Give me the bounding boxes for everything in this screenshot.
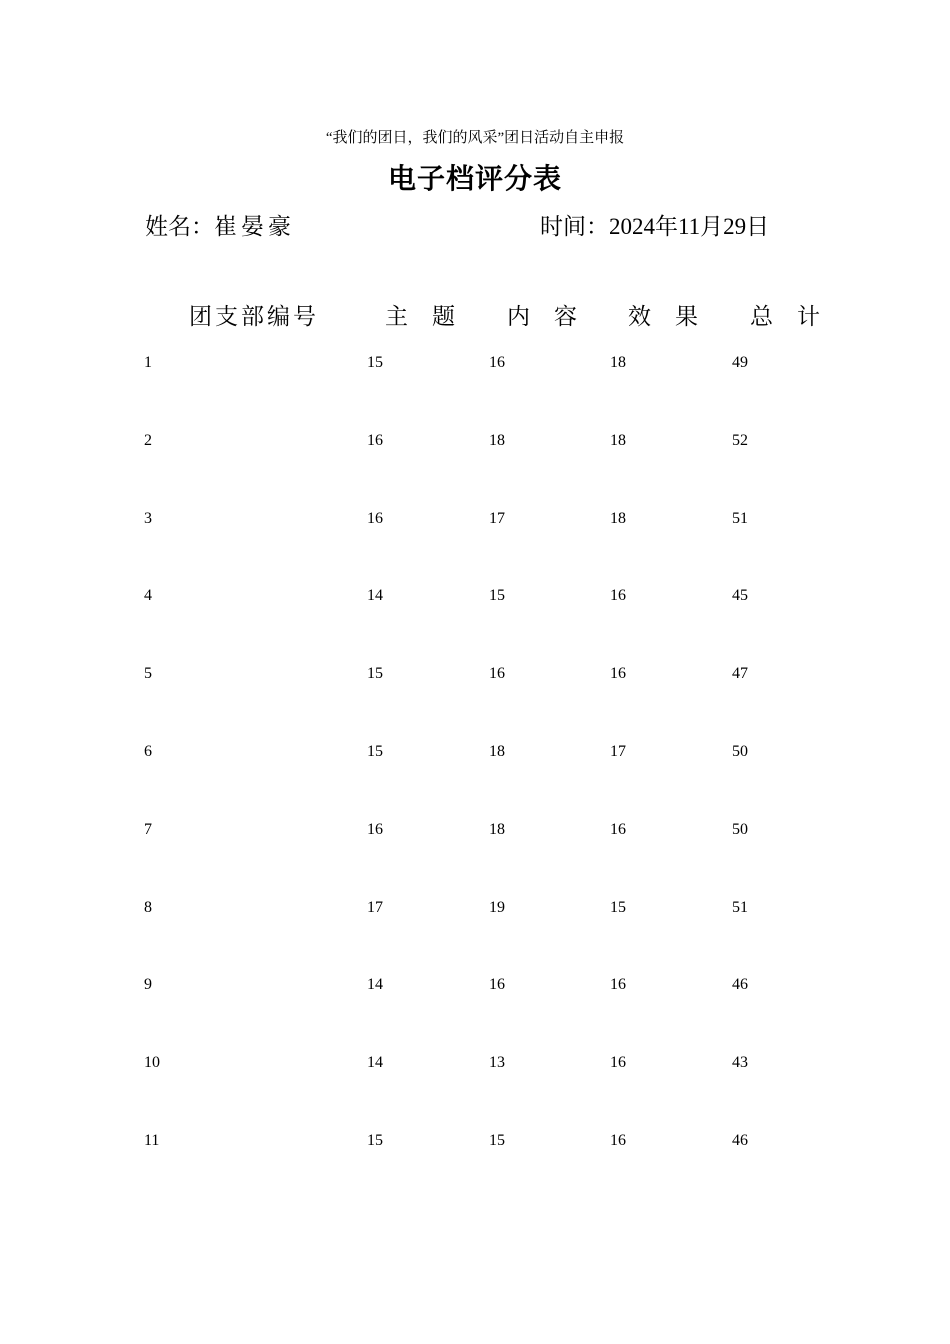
document-subtitle: “我们的团日，我们的风采”团日活动自主申报: [325, 130, 625, 146]
cell-branch: 9: [144, 976, 152, 994]
header-branch: 团支部编号: [189, 304, 319, 329]
cell-theme: 14: [367, 1054, 383, 1072]
cell-branch: 3: [144, 509, 152, 527]
cell-total: 51: [732, 898, 748, 916]
cell-theme: 14: [367, 976, 383, 994]
table-row: [0, 1130, 950, 1208]
cell-effect: 18: [610, 354, 626, 371]
cell-effect: 15: [610, 898, 626, 916]
cell-branch: 7: [144, 820, 152, 838]
table-row: [0, 741, 950, 819]
cell-content: 13: [489, 1054, 505, 1072]
cell-content: 16: [489, 976, 505, 994]
cell-content: 17: [489, 509, 505, 527]
cell-effect: 18: [610, 431, 626, 449]
cell-total: 46: [732, 1131, 748, 1149]
score-table-body: [0, 352, 950, 1208]
cell-theme: 16: [367, 431, 383, 449]
cell-theme: 14: [367, 587, 383, 605]
name-value: 崔晏豪: [214, 214, 295, 239]
cell-branch: 10: [144, 1054, 160, 1072]
cell-effect: 18: [610, 509, 626, 527]
cell-total: 52: [732, 431, 748, 449]
cell-content: 18: [489, 742, 505, 760]
table-row: [0, 1052, 950, 1130]
cell-effect: 16: [610, 1054, 626, 1072]
table-row: [0, 974, 950, 1052]
cell-total: 50: [732, 820, 748, 838]
name-field: [145, 208, 295, 241]
cell-branch: 6: [144, 742, 152, 760]
table-row: [0, 352, 950, 430]
header-content: 内容: [507, 304, 601, 329]
cell-branch: 8: [144, 898, 152, 916]
cell-branch: 1: [144, 354, 152, 371]
time-value: 2024年11月29日: [609, 214, 770, 239]
document-title: 电子档评分表: [387, 164, 562, 195]
cell-theme: 15: [367, 354, 383, 371]
cell-effect: 17: [610, 742, 626, 760]
cell-total: 47: [732, 665, 748, 683]
cell-total: 50: [732, 742, 748, 760]
cell-total: 43: [732, 1054, 748, 1072]
cell-branch: 11: [144, 1131, 160, 1149]
cell-theme: 15: [367, 742, 383, 760]
header-theme: 主题: [385, 304, 479, 329]
cell-effect: 16: [610, 1131, 626, 1149]
cell-theme: 15: [367, 1131, 383, 1149]
cell-content: 15: [489, 1131, 505, 1149]
cell-branch: 4: [144, 587, 152, 605]
cell-theme: 16: [367, 820, 383, 838]
cell-branch: 5: [144, 665, 152, 683]
table-row: [0, 585, 950, 663]
time-field: [540, 208, 769, 241]
cell-content: 18: [489, 431, 505, 449]
cell-content: 19: [489, 898, 505, 916]
cell-effect: 16: [610, 820, 626, 838]
table-row: [0, 430, 950, 508]
cell-total: 49: [732, 354, 748, 371]
cell-theme: 16: [367, 509, 383, 527]
cell-effect: 16: [610, 976, 626, 994]
cell-branch: 2: [144, 431, 152, 449]
cell-total: 51: [732, 509, 748, 527]
cell-effect: 16: [610, 587, 626, 605]
table-row: [0, 897, 950, 975]
cell-content: 15: [489, 587, 505, 605]
cell-theme: 15: [367, 665, 383, 683]
table-row: [0, 508, 950, 586]
table-row: [0, 819, 950, 897]
name-label: 姓名：: [145, 214, 214, 239]
table-header: [0, 298, 950, 332]
cell-content: 18: [489, 820, 505, 838]
header-effect: 效果: [628, 304, 722, 329]
time-label: 时间：: [540, 214, 609, 239]
cell-content: 16: [489, 665, 505, 683]
cell-total: 46: [732, 976, 748, 994]
cell-content: 16: [489, 354, 505, 371]
header-total: 总计: [750, 304, 844, 329]
cell-effect: 16: [610, 665, 626, 683]
cell-total: 45: [732, 587, 748, 605]
cell-theme: 17: [367, 898, 383, 916]
table-row: [0, 663, 950, 741]
